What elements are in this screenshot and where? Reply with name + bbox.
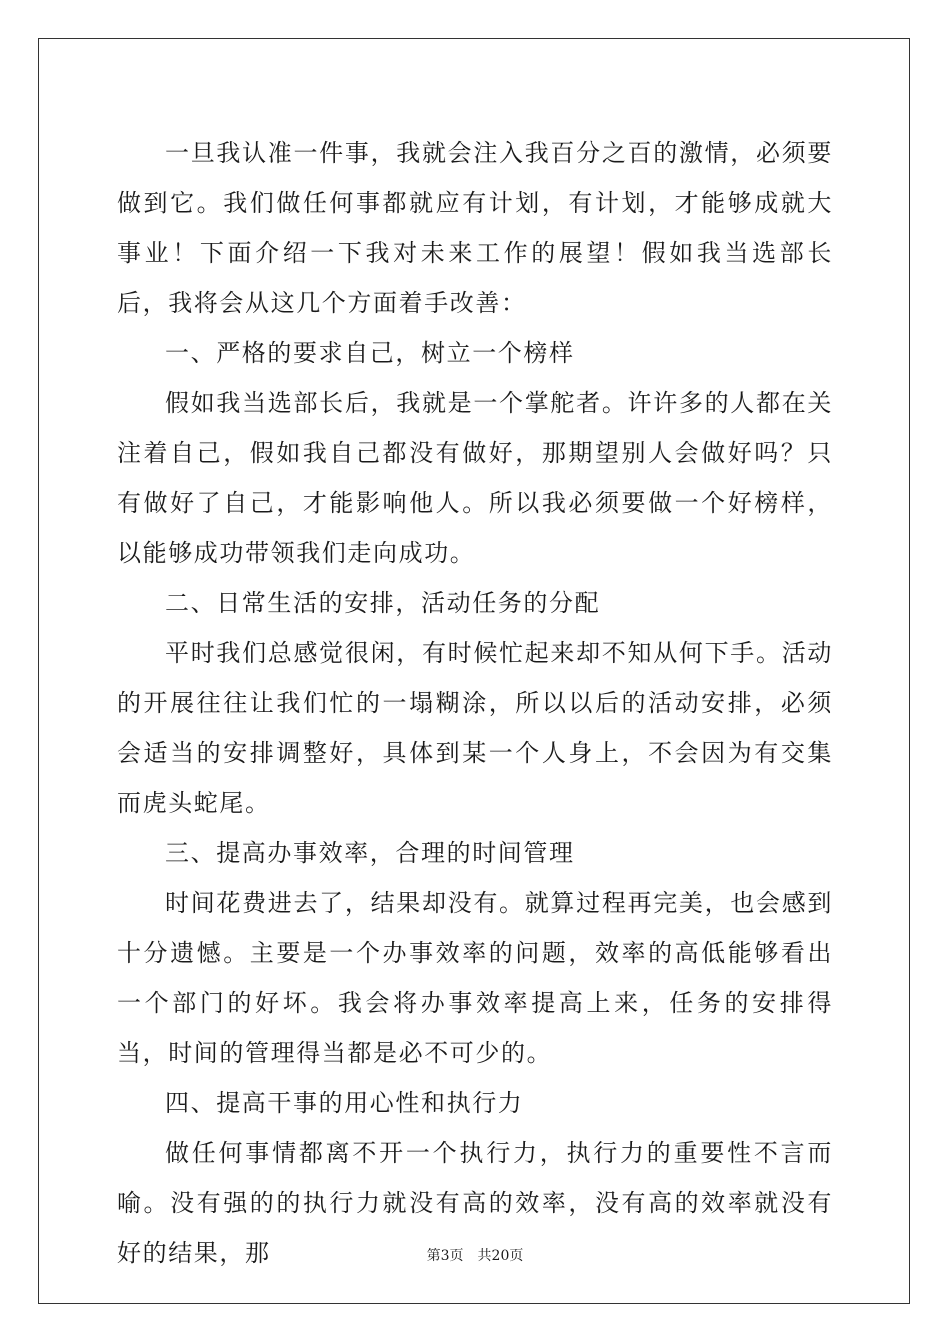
- paragraph-section-2: 平时我们总感觉很闲，有时候忙起来却不知从何下手。活动的开展往往让我们忙的一塌糊涂，所以以后的活动安排，必须会适当的安排调整好，具体到某一个人身上，不会因为有交集而虎头蛇尾。: [117, 639, 833, 817]
- page-number: 第3页: [426, 1248, 464, 1264]
- page-total: 共20页: [477, 1248, 524, 1264]
- paragraph-intro: 一旦我认准一件事，我就会注入我百分之百的激情，必须要做到它。我们做任何事都就应有计划，有计划，才能够成就大事业！下面介绍一下我对未来工作的展望！假如我当选部长后，我将会从这几个方面着手改善：: [117, 139, 833, 317]
- section-heading-4: 四、提高干事的用心性和执行力: [165, 1089, 524, 1117]
- paragraph-section-1: 假如我当选部长后，我就是一个掌舵者。许许多的人都在关注着自己，假如我自己都没有做好，那期望别人会做好吗？只有做好了自己，才能影响他人。所以我必须要做一个好榜样，以能够成功带领我们走向成功。: [117, 389, 833, 567]
- paragraph-section-4: 做任何事情都离不开一个执行力，执行力的重要性不言而喻。没有强的的执行力就没有高的效率，没有高的效率就没有好的结果，那: [117, 1139, 833, 1267]
- section-heading-2: 二、日常生活的安排，活动任务的分配: [165, 589, 601, 617]
- section-heading-1: 一、严格的要求自己，树立一个榜样: [165, 339, 575, 367]
- document-body: [117, 128, 833, 1278]
- page-footer: [0, 1245, 950, 1265]
- section-heading-3: 三、提高办事效率，合理的时间管理: [165, 839, 575, 867]
- paragraph-section-3: 时间花费进去了，结果却没有。就算过程再完美，也会感到十分遗憾。主要是一个办事效率的问题，效率的高低能够看出一个部门的好坏。我会将办事效率提高上来，任务的安排得当，时间的管理得当都是必不可少的。: [117, 889, 833, 1067]
